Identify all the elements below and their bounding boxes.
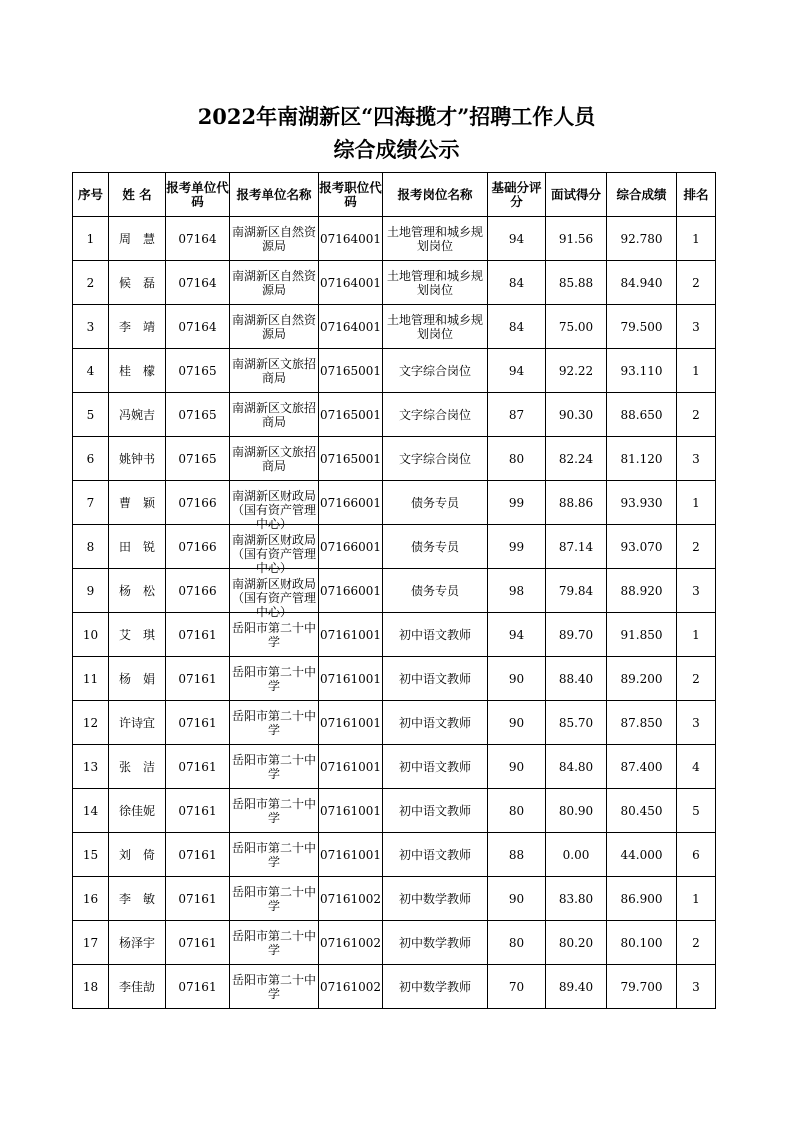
cell-index: 15 — [73, 833, 109, 877]
unit-name-text: 南湖新区文旅招商局 — [231, 400, 316, 429]
cell-unit-name — [230, 305, 319, 349]
cell-interview-score: 82.24 — [546, 437, 607, 481]
unit-name-text: 南湖新区财政局（国有资产管理中心） — [231, 488, 316, 531]
header-rank: 排名 — [677, 173, 716, 217]
cell-interview-score: 91.56 — [546, 217, 607, 261]
cell-interview-score: 89.70 — [546, 613, 607, 657]
header-position-code: 报考职位代码 — [319, 173, 383, 217]
cell-position-code: 07161001 — [319, 657, 383, 701]
cell-unit-code: 07161 — [166, 965, 230, 1009]
cell-position-code: 07161001 — [319, 833, 383, 877]
cell-unit-name — [230, 877, 319, 921]
cell-total-score: 93.110 — [607, 349, 677, 393]
cell-position-name: 初中数学教师 — [383, 877, 488, 921]
cell-position-name: 文字综合岗位 — [383, 349, 488, 393]
unit-name-text: 岳阳市第二十中学 — [231, 796, 316, 825]
cell-unit-code: 07161 — [166, 921, 230, 965]
cell-rank: 2 — [677, 393, 716, 437]
cell-position-code: 07166001 — [319, 569, 383, 613]
cell-name: 许诗宜 — [109, 701, 166, 745]
cell-position-code: 07161002 — [319, 877, 383, 921]
cell-position-code: 07161001 — [319, 613, 383, 657]
table-row — [73, 349, 716, 393]
cell-interview-score: 85.88 — [546, 261, 607, 305]
cell-unit-code: 07161 — [166, 789, 230, 833]
cell-position-code: 07161002 — [319, 965, 383, 1009]
cell-position-code: 07166001 — [319, 481, 383, 525]
table-row — [73, 965, 716, 1009]
cell-unit-code: 07166 — [166, 525, 230, 569]
cell-base-score: 99 — [488, 525, 546, 569]
cell-position-code: 07161001 — [319, 789, 383, 833]
cell-index: 12 — [73, 701, 109, 745]
cell-base-score: 88 — [488, 833, 546, 877]
cell-index: 4 — [73, 349, 109, 393]
cell-position-code: 07166001 — [319, 525, 383, 569]
cell-total-score: 93.930 — [607, 481, 677, 525]
header-index: 序号 — [73, 173, 109, 217]
cell-name: 桂 檬 — [109, 349, 166, 393]
cell-unit-name — [230, 261, 319, 305]
cell-name: 刘 倚 — [109, 833, 166, 877]
table-row — [73, 701, 716, 745]
unit-name-text: 岳阳市第二十中学 — [231, 928, 316, 957]
cell-name: 候 磊 — [109, 261, 166, 305]
cell-unit-name — [230, 657, 319, 701]
table-row — [73, 613, 716, 657]
cell-unit-name — [230, 833, 319, 877]
cell-position-code: 07164001 — [319, 305, 383, 349]
cell-name: 张 洁 — [109, 745, 166, 789]
cell-rank: 4 — [677, 745, 716, 789]
cell-interview-score: 85.70 — [546, 701, 607, 745]
cell-index: 9 — [73, 569, 109, 613]
cell-total-score: 80.450 — [607, 789, 677, 833]
cell-interview-score: 88.86 — [546, 481, 607, 525]
cell-total-score: 44.000 — [607, 833, 677, 877]
cell-total-score: 91.850 — [607, 613, 677, 657]
cell-unit-name — [230, 745, 319, 789]
cell-unit-name — [230, 393, 319, 437]
cell-name: 李佳劼 — [109, 965, 166, 1009]
cell-total-score: 88.920 — [607, 569, 677, 613]
cell-name: 田 锐 — [109, 525, 166, 569]
cell-total-score: 93.070 — [607, 525, 677, 569]
cell-rank: 1 — [677, 613, 716, 657]
cell-position-name: 债务专员 — [383, 481, 488, 525]
cell-name: 冯婉吉 — [109, 393, 166, 437]
cell-unit-name — [230, 569, 319, 619]
table-row — [73, 481, 716, 525]
cell-unit-name — [230, 481, 319, 531]
cell-total-score: 92.780 — [607, 217, 677, 261]
cell-position-name: 初中数学教师 — [383, 965, 488, 1009]
cell-unit-code: 07164 — [166, 261, 230, 305]
cell-index: 18 — [73, 965, 109, 1009]
cell-interview-score: 83.80 — [546, 877, 607, 921]
cell-position-code: 07164001 — [319, 217, 383, 261]
cell-interview-score: 90.30 — [546, 393, 607, 437]
cell-name: 李 靖 — [109, 305, 166, 349]
unit-name-text: 南湖新区财政局（国有资产管理中心） — [231, 532, 316, 575]
header-name: 姓 名 — [109, 173, 166, 217]
cell-position-name: 土地管理和城乡规划岗位 — [383, 261, 488, 305]
cell-name: 艾 琪 — [109, 613, 166, 657]
table-header-row — [73, 173, 716, 217]
cell-interview-score: 0.00 — [546, 833, 607, 877]
page-subtitle: 综合成绩公示 — [333, 137, 460, 162]
cell-index: 1 — [73, 217, 109, 261]
cell-position-code: 07165001 — [319, 393, 383, 437]
header-unit-name: 报考单位名称 — [230, 173, 319, 217]
cell-interview-score: 87.14 — [546, 525, 607, 569]
cell-name: 周 慧 — [109, 217, 166, 261]
cell-rank: 2 — [677, 657, 716, 701]
header-base-score: 基础分评分 — [488, 173, 546, 217]
cell-base-score: 80 — [488, 789, 546, 833]
cell-unit-name — [230, 613, 319, 657]
cell-interview-score: 92.22 — [546, 349, 607, 393]
unit-name-text: 南湖新区自然资源局 — [231, 268, 316, 297]
cell-interview-score: 79.84 — [546, 569, 607, 613]
unit-name-text: 南湖新区文旅招商局 — [231, 356, 316, 385]
table-row — [73, 745, 716, 789]
cell-base-score: 90 — [488, 657, 546, 701]
cell-interview-score: 88.40 — [546, 657, 607, 701]
page-title: 2022年南湖新区“四海揽才”招聘工作人员 — [197, 104, 596, 129]
cell-position-name: 初中数学教师 — [383, 921, 488, 965]
table-row — [73, 261, 716, 305]
table-row — [73, 569, 716, 613]
cell-base-score: 94 — [488, 217, 546, 261]
cell-unit-name — [230, 349, 319, 393]
cell-total-score: 81.120 — [607, 437, 677, 481]
table-row — [73, 789, 716, 833]
cell-base-score: 90 — [488, 877, 546, 921]
cell-name: 姚钟书 — [109, 437, 166, 481]
cell-position-name: 初中语文教师 — [383, 701, 488, 745]
cell-index: 10 — [73, 613, 109, 657]
cell-index: 14 — [73, 789, 109, 833]
cell-rank: 2 — [677, 525, 716, 569]
cell-base-score: 70 — [488, 965, 546, 1009]
cell-index: 2 — [73, 261, 109, 305]
cell-index: 11 — [73, 657, 109, 701]
unit-name-text: 岳阳市第二十中学 — [231, 884, 316, 913]
table-body — [73, 217, 716, 1009]
cell-position-name: 初中语文教师 — [383, 613, 488, 657]
unit-name-text: 南湖新区自然资源局 — [231, 224, 316, 253]
cell-unit-code: 07161 — [166, 657, 230, 701]
cell-position-name: 初中语文教师 — [383, 833, 488, 877]
cell-position-name: 土地管理和城乡规划岗位 — [383, 305, 488, 349]
cell-position-code: 07161002 — [319, 921, 383, 965]
cell-index: 6 — [73, 437, 109, 481]
cell-name: 杨 娟 — [109, 657, 166, 701]
cell-interview-score: 80.90 — [546, 789, 607, 833]
cell-interview-score: 89.40 — [546, 965, 607, 1009]
cell-index: 17 — [73, 921, 109, 965]
cell-unit-code: 07164 — [166, 305, 230, 349]
cell-total-score: 87.850 — [607, 701, 677, 745]
cell-unit-name — [230, 965, 319, 1009]
cell-unit-name — [230, 701, 319, 745]
cell-rank: 2 — [677, 261, 716, 305]
cell-rank: 3 — [677, 305, 716, 349]
cell-name: 杨 松 — [109, 569, 166, 613]
cell-unit-code: 07164 — [166, 217, 230, 261]
cell-position-code: 07161001 — [319, 701, 383, 745]
unit-name-text: 南湖新区文旅招商局 — [231, 444, 316, 473]
cell-index: 3 — [73, 305, 109, 349]
cell-name: 杨泽宇 — [109, 921, 166, 965]
cell-position-code: 07165001 — [319, 437, 383, 481]
cell-rank: 3 — [677, 437, 716, 481]
cell-interview-score: 84.80 — [546, 745, 607, 789]
cell-base-score: 90 — [488, 745, 546, 789]
header-interview-score: 面试得分 — [546, 173, 607, 217]
cell-base-score: 80 — [488, 437, 546, 481]
cell-rank: 1 — [677, 349, 716, 393]
cell-base-score: 90 — [488, 701, 546, 745]
table-row — [73, 305, 716, 349]
cell-position-name: 初中语文教师 — [383, 657, 488, 701]
cell-index: 7 — [73, 481, 109, 525]
cell-base-score: 98 — [488, 569, 546, 613]
cell-rank: 2 — [677, 921, 716, 965]
cell-unit-code: 07161 — [166, 877, 230, 921]
cell-rank: 1 — [677, 217, 716, 261]
unit-name-text: 岳阳市第二十中学 — [231, 840, 316, 869]
cell-total-score: 86.900 — [607, 877, 677, 921]
table-row — [73, 217, 716, 261]
header-total-score: 综合成绩 — [607, 173, 677, 217]
cell-total-score: 80.100 — [607, 921, 677, 965]
cell-position-name: 文字综合岗位 — [383, 437, 488, 481]
table-row — [73, 393, 716, 437]
cell-total-score: 79.700 — [607, 965, 677, 1009]
table-row — [73, 437, 716, 481]
score-table — [72, 172, 716, 1009]
unit-name-text: 南湖新区自然资源局 — [231, 312, 316, 341]
unit-name-text: 岳阳市第二十中学 — [231, 664, 316, 693]
cell-name: 徐佳妮 — [109, 789, 166, 833]
table-row — [73, 877, 716, 921]
cell-base-score: 87 — [488, 393, 546, 437]
table-row — [73, 525, 716, 569]
cell-rank: 3 — [677, 965, 716, 1009]
table-row — [73, 657, 716, 701]
cell-name: 李 敏 — [109, 877, 166, 921]
cell-base-score: 99 — [488, 481, 546, 525]
cell-unit-code: 07166 — [166, 569, 230, 613]
cell-rank: 3 — [677, 569, 716, 613]
cell-unit-name — [230, 525, 319, 575]
cell-unit-name — [230, 217, 319, 261]
cell-total-score: 79.500 — [607, 305, 677, 349]
header-unit-code: 报考单位代码 — [166, 173, 230, 217]
unit-name-text: 岳阳市第二十中学 — [231, 708, 316, 737]
cell-unit-name — [230, 921, 319, 965]
cell-position-code: 07161001 — [319, 745, 383, 789]
table-row — [73, 921, 716, 965]
cell-position-name: 债务专员 — [383, 569, 488, 613]
cell-base-score: 84 — [488, 261, 546, 305]
table-row — [73, 833, 716, 877]
cell-unit-code: 07161 — [166, 701, 230, 745]
cell-unit-code: 07161 — [166, 613, 230, 657]
unit-name-text: 岳阳市第二十中学 — [231, 972, 316, 1001]
cell-total-score: 84.940 — [607, 261, 677, 305]
cell-rank: 1 — [677, 481, 716, 525]
cell-rank: 6 — [677, 833, 716, 877]
cell-unit-code: 07165 — [166, 393, 230, 437]
cell-interview-score: 75.00 — [546, 305, 607, 349]
cell-base-score: 94 — [488, 349, 546, 393]
cell-position-code: 07165001 — [319, 349, 383, 393]
cell-total-score: 89.200 — [607, 657, 677, 701]
cell-unit-name — [230, 789, 319, 833]
cell-position-name: 文字综合岗位 — [383, 393, 488, 437]
cell-total-score: 88.650 — [607, 393, 677, 437]
cell-rank: 1 — [677, 877, 716, 921]
cell-unit-code: 07161 — [166, 833, 230, 877]
unit-name-text: 南湖新区财政局（国有资产管理中心） — [231, 576, 316, 619]
cell-position-name: 土地管理和城乡规划岗位 — [383, 217, 488, 261]
cell-rank: 5 — [677, 789, 716, 833]
cell-total-score: 87.400 — [607, 745, 677, 789]
header-position-name: 报考岗位名称 — [383, 173, 488, 217]
unit-name-text: 岳阳市第二十中学 — [231, 752, 316, 781]
cell-unit-code: 07165 — [166, 349, 230, 393]
cell-name: 曹 颖 — [109, 481, 166, 525]
cell-unit-code: 07165 — [166, 437, 230, 481]
cell-index: 5 — [73, 393, 109, 437]
cell-index: 13 — [73, 745, 109, 789]
cell-unit-code: 07166 — [166, 481, 230, 525]
cell-interview-score: 80.20 — [546, 921, 607, 965]
cell-base-score: 84 — [488, 305, 546, 349]
unit-name-text: 岳阳市第二十中学 — [231, 620, 316, 649]
cell-base-score: 94 — [488, 613, 546, 657]
cell-rank: 3 — [677, 701, 716, 745]
cell-base-score: 80 — [488, 921, 546, 965]
cell-unit-name — [230, 437, 319, 481]
cell-position-name: 初中语文教师 — [383, 789, 488, 833]
cell-index: 8 — [73, 525, 109, 569]
cell-unit-code: 07161 — [166, 745, 230, 789]
cell-index: 16 — [73, 877, 109, 921]
cell-position-name: 初中语文教师 — [383, 745, 488, 789]
cell-position-code: 07164001 — [319, 261, 383, 305]
cell-position-name: 债务专员 — [383, 525, 488, 569]
